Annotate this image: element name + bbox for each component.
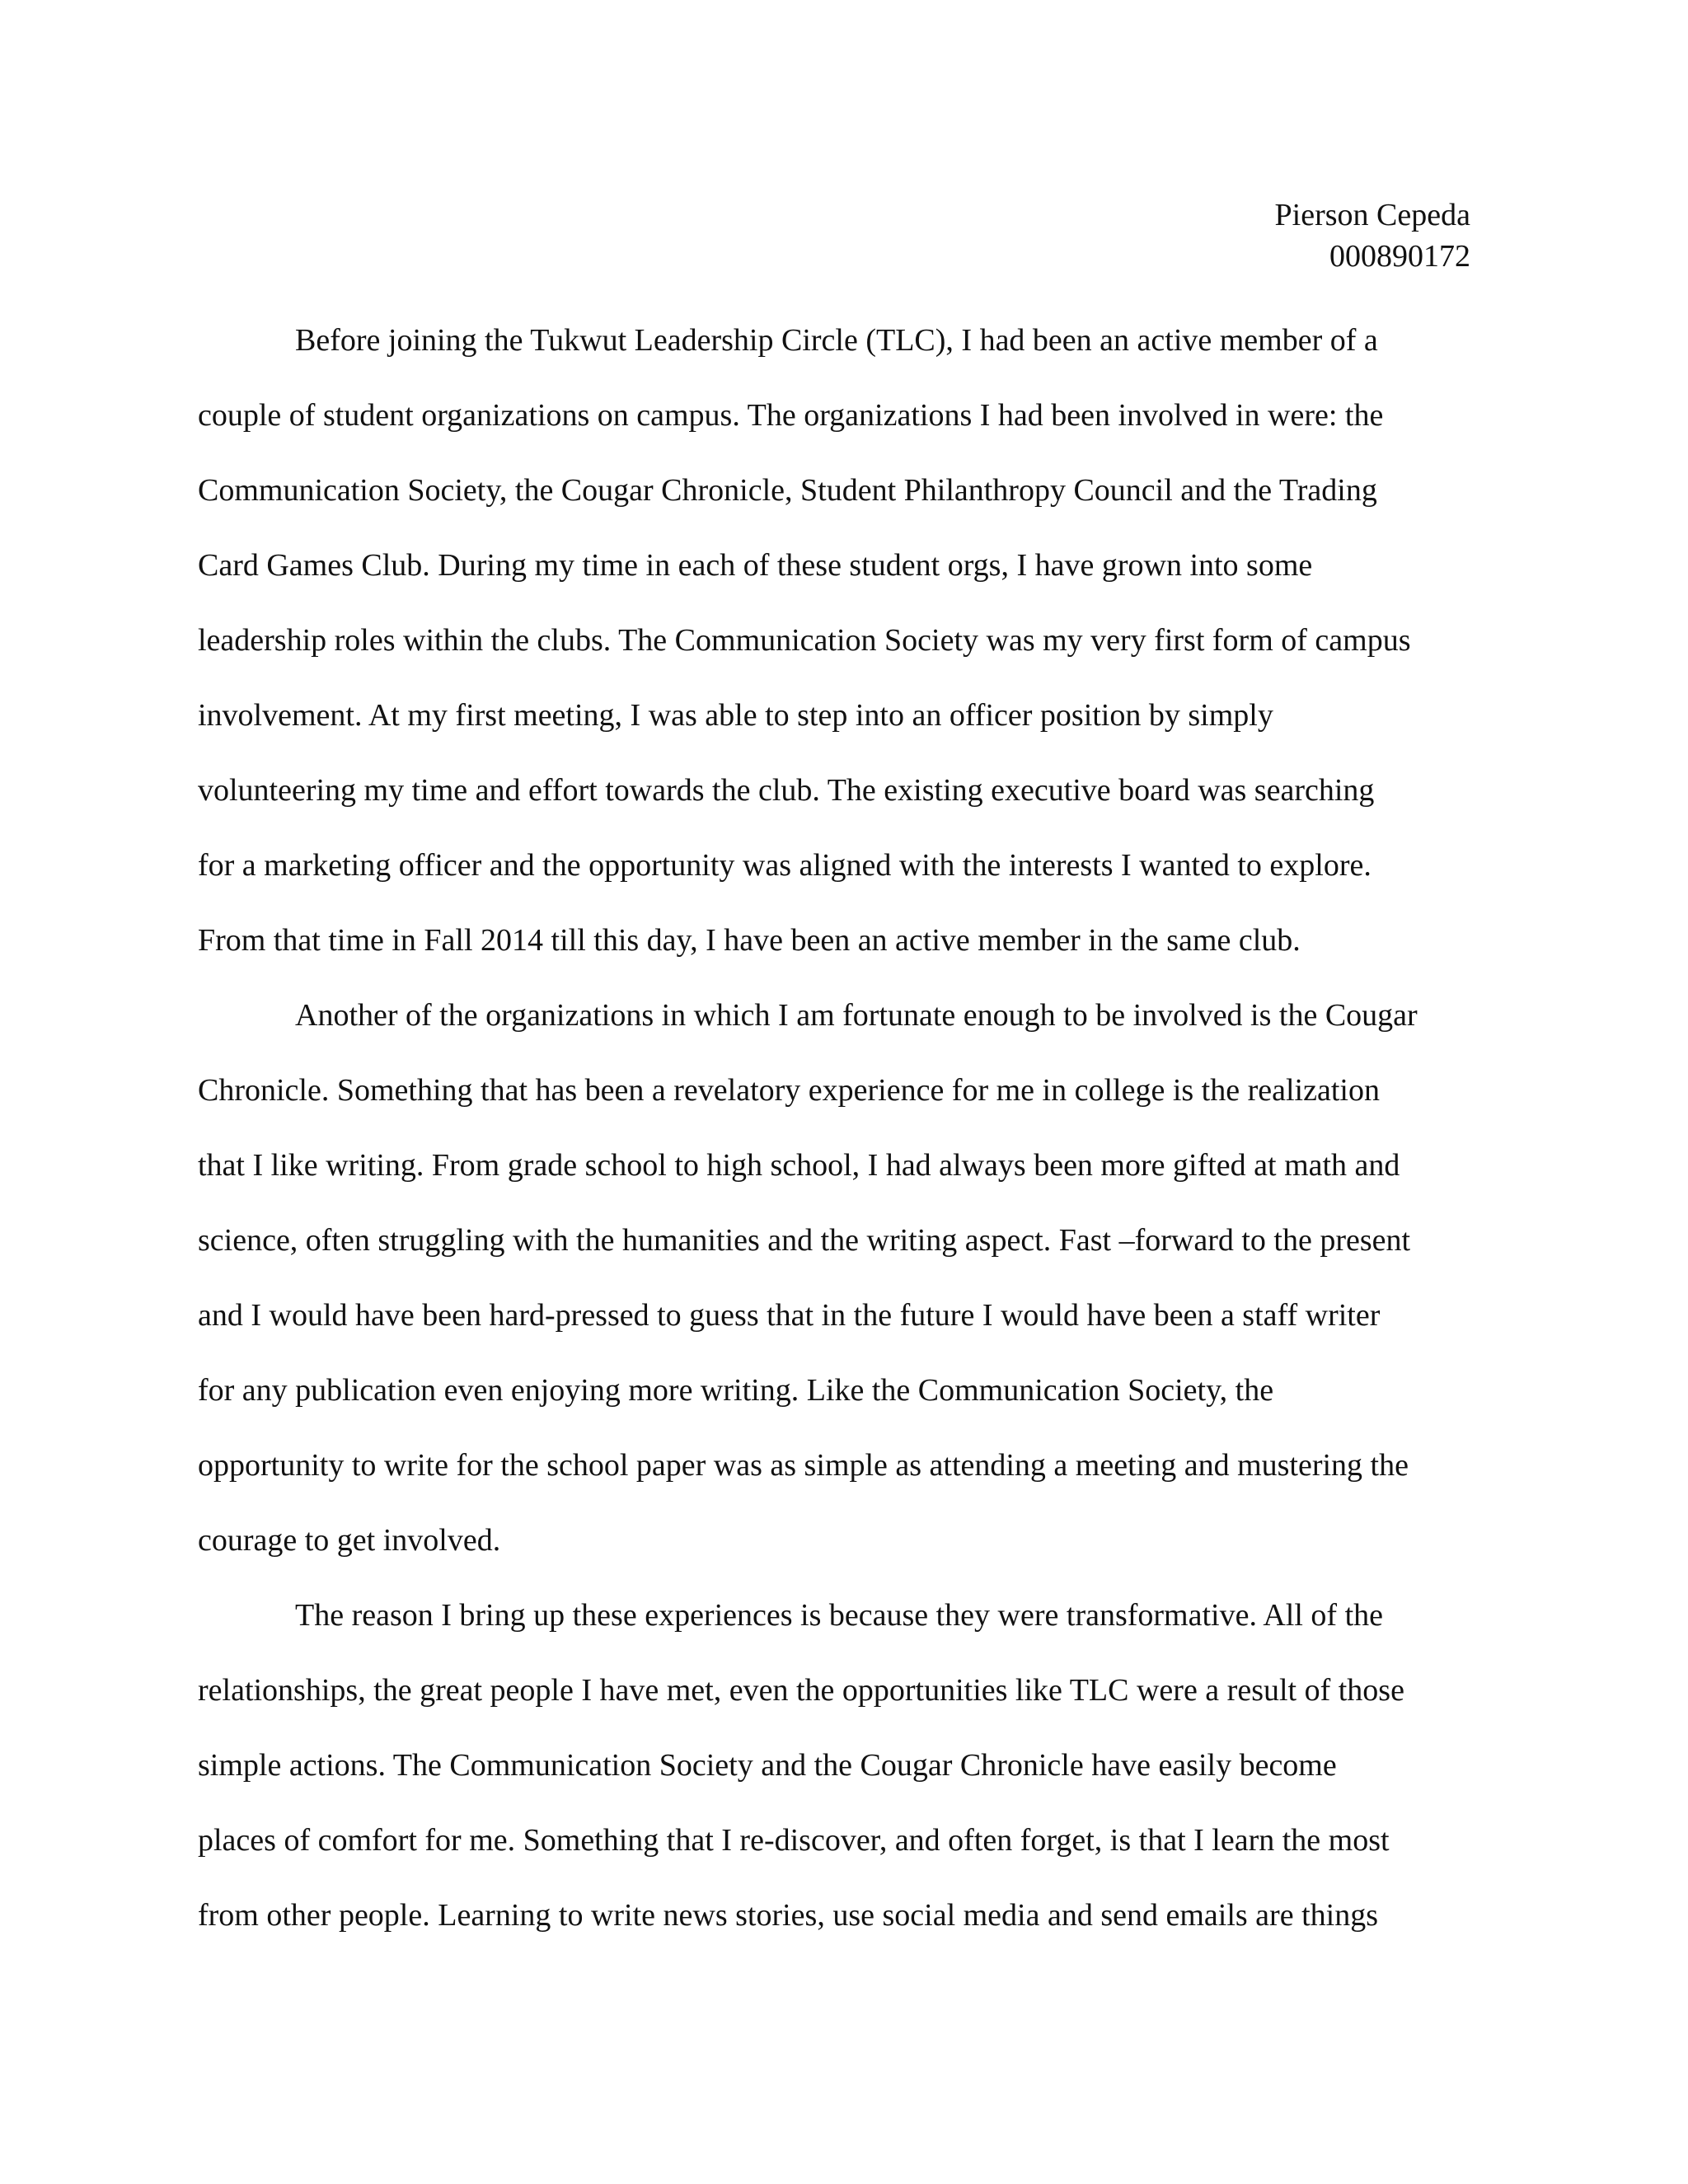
author-name: Pierson Cepeda [1274, 198, 1470, 232]
text-line: couple of student organizations on campus. The organizations I had been involved in were: the [198, 398, 1384, 433]
text-line: leadership roles within the clubs. The Communication Society was my very first form of campus [198, 623, 1411, 658]
text-line: relationships, the great people I have met, even the opportunities like TLC were a result of those [198, 1673, 1404, 1708]
text-line: for a marketing officer and the opportunity was aligned with the interests I wanted to explore. [198, 848, 1372, 883]
text-line: The reason I bring up these experiences is because they were transformative. All of the [295, 1598, 1383, 1633]
student-id: 000890172 [1329, 239, 1470, 274]
text-line: from other people. Learning to write news stories, use social media and send emails are things [198, 1898, 1378, 1933]
text-line: simple actions. The Communication Society and the Cougar Chronicle have easily become [198, 1748, 1337, 1783]
text-line: science, often struggling with the humanities and the writing aspect. Fast –forward to the present [198, 1223, 1411, 1258]
text-line: places of comfort for me. Something that I re-discover, and often forget, is that I learn the most [198, 1823, 1390, 1858]
text-line: Card Games Club. During my time in each of these student orgs, I have grown into some [198, 548, 1313, 583]
author-header [1275, 194, 1470, 277]
text-line: volunteering my time and effort towards the club. The existing executive board was searching [198, 773, 1375, 808]
text-line: opportunity to write for the school paper was as simple as attending a meeting and mustering the [198, 1448, 1409, 1483]
text-line: Communication Society, the Cougar Chronicle, Student Philanthropy Council and the Trading [198, 473, 1377, 508]
text-line: for any publication even enjoying more writing. Like the Communication Society, the [198, 1373, 1274, 1408]
text-line: and I would have been hard-pressed to guess that in the future I would have been a staff writer [198, 1298, 1381, 1333]
text-line: courage to get involved. [198, 1523, 501, 1558]
text-line: Before joining the Tukwut Leadership Circle (TLC), I had been an active member of a [295, 323, 1378, 358]
text-line: involvement. At my first meeting, I was able to step into an officer position by simply [198, 698, 1273, 733]
text-line: Another of the organizations in which I am fortunate enough to be involved is the Cougar [295, 998, 1418, 1033]
text-line: From that time in Fall 2014 till this day, I have been an active member in the same club. [198, 923, 1301, 958]
text-line: Chronicle. Something that has been a revelatory experience for me in college is the realization [198, 1073, 1380, 1108]
essay-body [198, 303, 1467, 1953]
text-line: that I like writing. From grade school to high school, I had always been more gifted at math and [198, 1148, 1400, 1183]
